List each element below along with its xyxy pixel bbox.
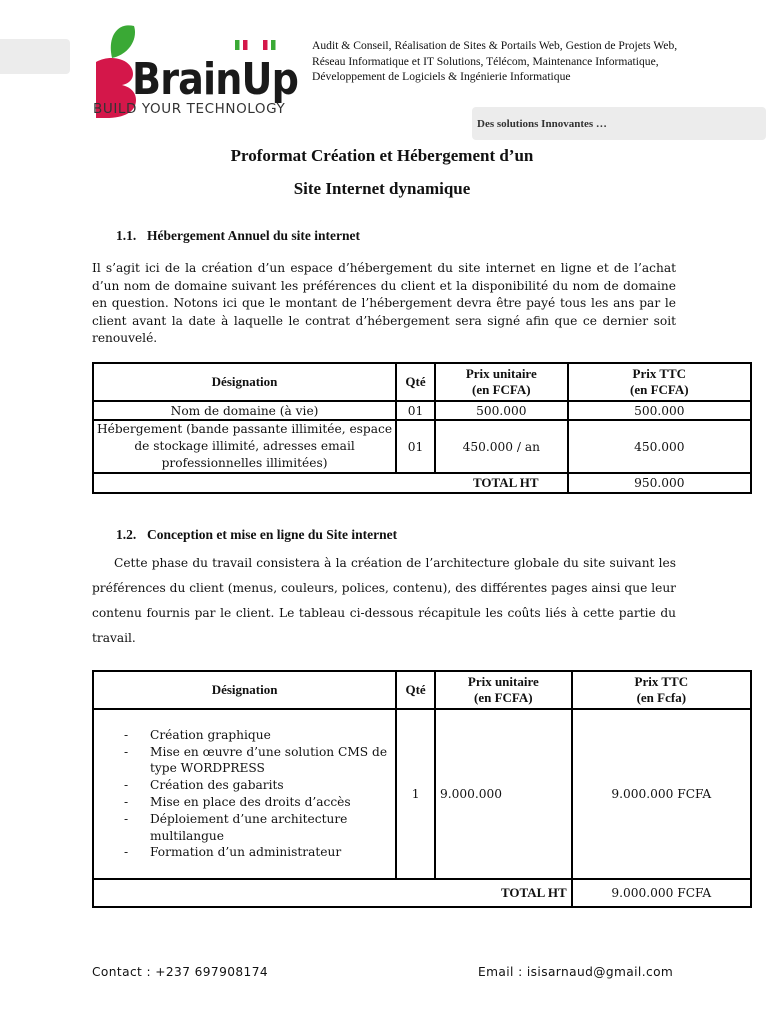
header-unit-price-line1: Prix unitaire bbox=[467, 674, 539, 689]
table-header-row bbox=[93, 671, 751, 709]
header-qty: Qté bbox=[396, 671, 435, 709]
services-list bbox=[312, 38, 732, 85]
table-header-row bbox=[93, 363, 751, 401]
header-unit-price-line2: (en FCFA) bbox=[471, 382, 531, 397]
document-title-line2: Site Internet dynamique bbox=[293, 179, 471, 198]
slogan-text: Des solutions Innovantes … bbox=[477, 118, 607, 130]
section2-paragraph: Cette phase du travail consistera à la création de l’architecture globale du site suivant les préférences du client (menus, couleurs, polices, contenu), des différentes pages ainsi que leur contenu fournis par le client. Le tableau ci-dessous récapitule les coûts liés à cette partie du travail. bbox=[92, 556, 676, 645]
cell-qty: 1 bbox=[396, 709, 435, 879]
table-row bbox=[93, 401, 751, 420]
services-line: Audit & Conseil, Réalisation de Sites & Portails Web, Gestion de Projets Web, bbox=[312, 39, 678, 52]
cell-qty: 01 bbox=[396, 401, 435, 420]
header-ttc bbox=[572, 671, 751, 709]
logo-wordmark: BrainUp bbox=[132, 54, 298, 105]
section-number: 1.2. bbox=[116, 527, 137, 542]
list-item: - Création des gabarits bbox=[124, 777, 391, 794]
services-line: Développement de Logiciels & Ingénierie Informatique bbox=[312, 70, 571, 83]
footer-email: Email : isisarnaud@gmail.com bbox=[478, 965, 674, 979]
header-designation: Désignation bbox=[93, 671, 396, 709]
table-total-row bbox=[93, 879, 751, 907]
section-heading-2 bbox=[116, 527, 397, 543]
cell-designation: Nom de domaine (à vie) bbox=[93, 401, 396, 420]
header-unit-price bbox=[435, 363, 568, 401]
header-ttc-line1: Prix TTC bbox=[634, 674, 689, 689]
header-gray-tab bbox=[0, 39, 70, 74]
section1-paragraph: Il s’agit ici de la création d’un espace d’hébergement du site internet en ligne et de l’achat d’un nom de domaine suivant les préférences du client et la disponibilité du nom de domaine en question. Notons ici que le montant de l’hébergement devra être payé tous les ans par le client avant la date à laquelle le contrat d’hébergement sera signé afin que ce dernier soit renouvelé. bbox=[92, 261, 676, 345]
cell-ttc: 450.000 bbox=[568, 420, 751, 473]
header-qty: Qté bbox=[396, 363, 435, 401]
header-ttc-line1: Prix TTC bbox=[632, 366, 687, 381]
header-unit-price-line1: Prix unitaire bbox=[465, 366, 537, 381]
footer-contact: Contact : +237 697908174 bbox=[92, 965, 269, 979]
table-total-row bbox=[93, 473, 751, 493]
logo-red-bar-icon bbox=[263, 40, 268, 50]
logo-green-bar-icon bbox=[271, 40, 276, 50]
total-value: 950.000 bbox=[568, 473, 751, 493]
section-title: Conception et mise en ligne du Site internet bbox=[147, 527, 398, 542]
table-row bbox=[93, 420, 751, 473]
document-title-line1: Proformat Création et Hébergement d’un bbox=[230, 146, 534, 165]
list-item: - Mise en place des droits d’accès bbox=[124, 794, 391, 811]
header-unit-price bbox=[435, 671, 572, 709]
cell-unit-price: 500.000 bbox=[435, 401, 568, 420]
table-row bbox=[93, 709, 751, 879]
cell-ttc: 9.000.000 FCFA bbox=[572, 709, 751, 879]
cell-unit-price: 9.000.000 bbox=[435, 709, 572, 879]
header-ttc bbox=[568, 363, 751, 401]
hosting-price-table bbox=[92, 362, 752, 494]
total-label: TOTAL HT bbox=[93, 473, 568, 493]
section-title: Hébergement Annuel du site internet bbox=[147, 228, 360, 243]
header-unit-price-line2: (en FCFA) bbox=[474, 690, 533, 705]
section-heading-1 bbox=[116, 228, 360, 244]
header-designation: Désignation bbox=[93, 363, 396, 401]
design-price-table bbox=[92, 670, 752, 908]
cell-qty: 01 bbox=[396, 420, 435, 473]
logo-green-bar-icon bbox=[235, 40, 240, 50]
logo-red-bar-icon bbox=[243, 40, 248, 50]
total-label: TOTAL HT bbox=[93, 879, 572, 907]
list-item: - Création graphique bbox=[124, 727, 391, 744]
header-ttc-line2: (en FCFA) bbox=[629, 382, 689, 397]
list-item: - Mise en œuvre d’une solution CMS de type WORDPRESS bbox=[124, 744, 391, 778]
cell-task-list bbox=[93, 709, 396, 879]
list-item: - Formation d’un administrateur bbox=[124, 844, 391, 861]
list-item: - Déploiement d’une architecture multilangue bbox=[124, 811, 391, 845]
header-ttc-line2: (en Fcfa) bbox=[636, 690, 687, 705]
task-list bbox=[94, 727, 395, 861]
services-line: Réseau Informatique et IT Solutions, Télécom, Maintenance Informatique, bbox=[312, 54, 659, 68]
section-number: 1.1. bbox=[116, 228, 137, 243]
cell-designation: Hébergement (bande passante illimitée, espace de stockage illimité, adresses email professionnelles illimitées) bbox=[93, 420, 396, 473]
cell-ttc: 500.000 bbox=[568, 401, 751, 420]
total-value: 9.000.000 FCFA bbox=[572, 879, 751, 907]
logo-tagline: BUILD YOUR TECHNOLOGY bbox=[93, 101, 286, 117]
cell-unit-price: 450.000 / an bbox=[435, 420, 568, 473]
